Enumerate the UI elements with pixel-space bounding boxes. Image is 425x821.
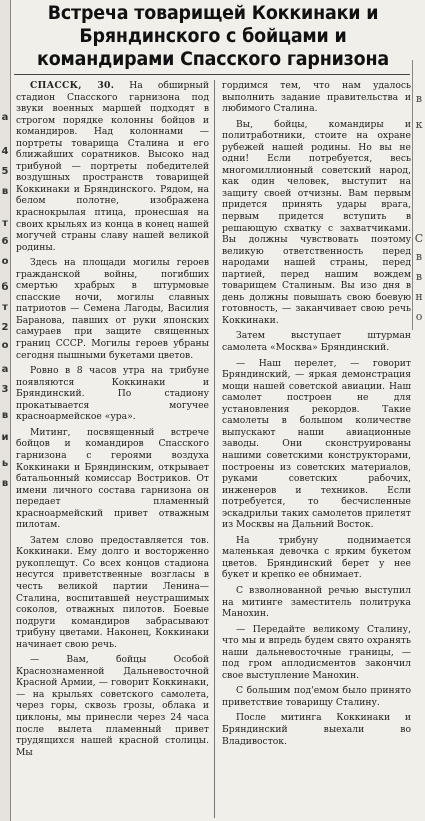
paragraph: Ровно в 8 часов утра на трибуне появляются Коккинаки и Бряндинский. По стадиону прокатывается могучее красноармейское «ура». (16, 365, 209, 423)
margin-glyph: 2 (1, 322, 9, 333)
margin-glyph: 4 (1, 146, 9, 157)
margin-glyph: т (2, 302, 8, 313)
paragraph: На трибуну поднимается маленькая девочка с ярким букетом цветов. Бряндинский берет у нее букет и крепко ее обнимает. (222, 534, 411, 581)
dateline: СПАССК, 30. (30, 80, 115, 91)
paragraph: гордимся тем, что нам удалось выполнить задание правительства и любимого Сталина. (222, 80, 411, 115)
article-column-left (16, 80, 209, 758)
paragraph: Здесь на площади могилы героев гражданской войны, погибших смертью храбрых в штурмовые спасские ночи, могилы славных патриотов — Семена Лагоды, Василия Баранова, павших от руки японских самураев при защите священных границ СССР. Могилы героев убраны сегодня пышными букетами цветов. (16, 257, 209, 361)
margin-glyph: в (1, 478, 9, 489)
margin-glyph: в (1, 410, 9, 421)
paragraph-text: На обширный стадион Спасского гарнизона под звуки военных маршей подходят в строгом порядке колонны бойцов и командиров. Над колоннами — портреты товарища Сталина и его ближайших соратников. Высоко над трибуной — портреты победителей воздушных пространств товарищей Коккинаки и Бряндинского. Рядом, на белом полотне, изображена краснокрылая птица, пронесшая на своих крыльях из конца в конец нашей могучей страны славу нашей великой родины. (16, 80, 209, 253)
paragraph: С взволнованной речью выступил на митинге заместитель политрука Манохин. (222, 584, 411, 620)
article-column-right (222, 80, 411, 747)
margin-glyph: 5 (1, 166, 9, 177)
headline-rule (14, 74, 410, 75)
margin-glyph: н (415, 290, 423, 303)
margin-glyph: о (1, 256, 9, 267)
paragraph: — Вам, бойцы Особой Краснознаменной Дальневосточной Красной Армии, — говорит Коккинаки, — на крыльях советского самолета, через горы, сквозь грозы, облака и циклоны, мы принесли через 24 часа после вылета пламенный привет трудящихся нашей красной столицы. Мы (16, 654, 209, 758)
margin-glyph: б (1, 282, 9, 293)
margin-glyph: 6 (1, 236, 9, 247)
paragraph: Вы, бойцы, командиры и политработники, стоите на охране рубежей нашей родины. Но вы не одни! Если потребуется, весь многомиллионный советский народ, как один человек, выступит на защиту своей отчизны. Вам первым придется принять удары врага, первым придется вступить в решающую схватку с захватчиками. Вы должны чувствовать поэтому великую ответственность перед народами нашей страны, перед партией, перед нашим вождем товарищем Сталиным. Вы изо дня в день должны повышать свою боевую готовность, — заканчивает свою речь Коккинаки. (222, 118, 411, 326)
left-margin-strip (0, 0, 11, 821)
paragraph: — Наш перелет, — говорит Бряндинский, — яркая демонстрация мощи нашей советской авиации. Наш самолет построен не для установления рекордов. Такие самолеты в большом количестве выпускают наши авиационные заводы. Они сконструированы нашими советскими конструкторами, построены из советских материалов, руками советских рабочих, инженеров и техников. Если потребуется, то бесчисленные эскадрильи таких самолетов прилетят из Москвы на Дальний Восток. (222, 357, 411, 531)
column-divider (214, 80, 215, 818)
margin-glyph: и (1, 432, 9, 443)
margin-glyph: С (414, 232, 424, 245)
margin-glyph: о (415, 310, 423, 323)
paragraph: Затем выступает штурман самолета «Москва» Бряндинский. (222, 330, 411, 354)
margin-glyph: т (2, 218, 8, 229)
margin-glyph: а (1, 364, 9, 375)
paragraph: После митинга Коккинаки и Бряндинский выехали во Владивосток. (222, 712, 411, 747)
paragraph: Митинг, посвященный встрече бойцов и командиров Спасского гарнизона с героями воздуха Коккинаки и Бряндинским, открывает батальонный комиссар Востриков. От имени личного состава гарнизона он передает пламенный красноармейский привет отважным пилотам. (16, 426, 209, 531)
margin-glyph: 3 (1, 384, 9, 395)
margin-glyph: ь (1, 458, 9, 469)
margin-glyph: в (415, 270, 423, 283)
margin-glyph: а (1, 112, 9, 123)
margin-glyph: к (415, 118, 423, 131)
paragraph: Затем слово предоставляется тов. Коккинаки. Ему долго и восторженно рукоплещут. Со всех концов стадиона несутся приветственные возгласы в честь великой партии Ленина—Сталина, воспитавшей неустрашимых соколов, отважных пилотов. Боевые подруги командиров забрасывают трибуну цветами. Наконец, Коккинаки начинает свою речь. (16, 534, 209, 650)
margin-glyph: о (1, 340, 9, 351)
margin-glyph: в (415, 250, 423, 263)
margin-glyph: в (415, 92, 423, 105)
paragraph: С большим под'емом было принято приветствие товарищу Сталину. (222, 685, 411, 708)
paragraph: — Передайте великому Сталину, что мы и впредь будем свято охранять наши дальневосточные границы, — под гром аплодисментов закончил свое выступление Манохин. (222, 623, 411, 681)
margin-glyph: в (1, 186, 9, 197)
paragraph (16, 80, 209, 253)
article-headline: Встреча товарищей Коккинаки и Бряндинского с бойцами и командирами Спасского гарнизона (37, 2, 389, 70)
